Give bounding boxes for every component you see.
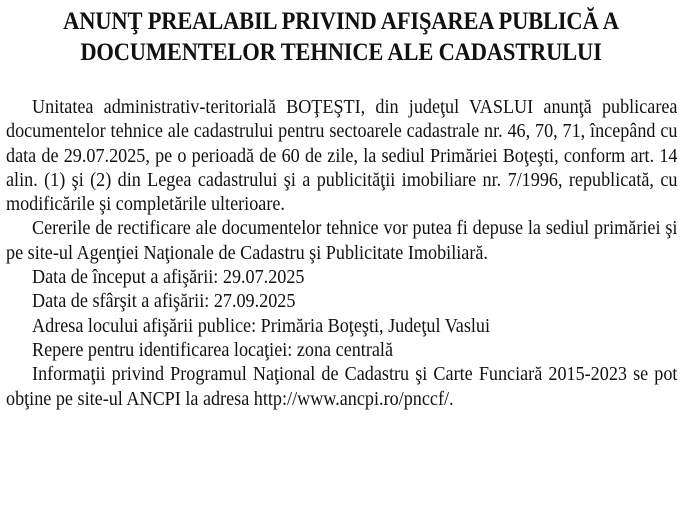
program-info-paragraph: Informaţii privind Programul Naţional de Cadastru şi Carte Funciară 2015-2023 se pot obţine pe site-ul ANCPI la adresa http://www.ancpi.ro/pnccf/. (6, 364, 678, 410)
rectification-paragraph: Cererile de rectificare ale documentelor tehnice vor putea fi depuse la sediul primăriei şi pe site-ul Agenţiei Naţionale de Cadastru şi Publicitate Imobiliară. (6, 218, 678, 264)
display-address: Adresa locului afişării publice: Primăria Boţeşti, Judeţul Vaslui (32, 315, 491, 337)
display-start-date: Data de început a afişării: 29.07.2025 (32, 267, 305, 289)
location-landmarks: Repere pentru identificarea locaţiei: zona centrală (32, 339, 394, 361)
announcement-paragraph: Unitatea administrativ-teritorială BOŢEŞTI, din judeţul VASLUI anunţă publicarea documentelor tehnice ale cadastrului pentru sectoarele cadastrale nr. 46, 70, 71, începând cu data de 29.07.2025, pe o perioadă de 60 de zile, la sediul Primăriei Boţeşti, conform art. 14 alin. (1) şi (2) din Legea cadastrului şi a publicităţii imobiliare nr. 7/1996, republicată, cu modificările şi completările ulterioare. (6, 97, 678, 216)
notice-title-line-2: DOCUMENTELOR TEHNICE ALE CADASTRULUI (80, 39, 602, 66)
notice-title-line-1: ANUNŢ PREALABIL PRIVIND AFIŞAREA PUBLICĂ A (63, 8, 619, 35)
notice-title (40, 6, 643, 68)
notice-body (6, 96, 677, 412)
display-end-date: Data de sfârşit a afişării: 27.09.2025 (32, 291, 296, 313)
